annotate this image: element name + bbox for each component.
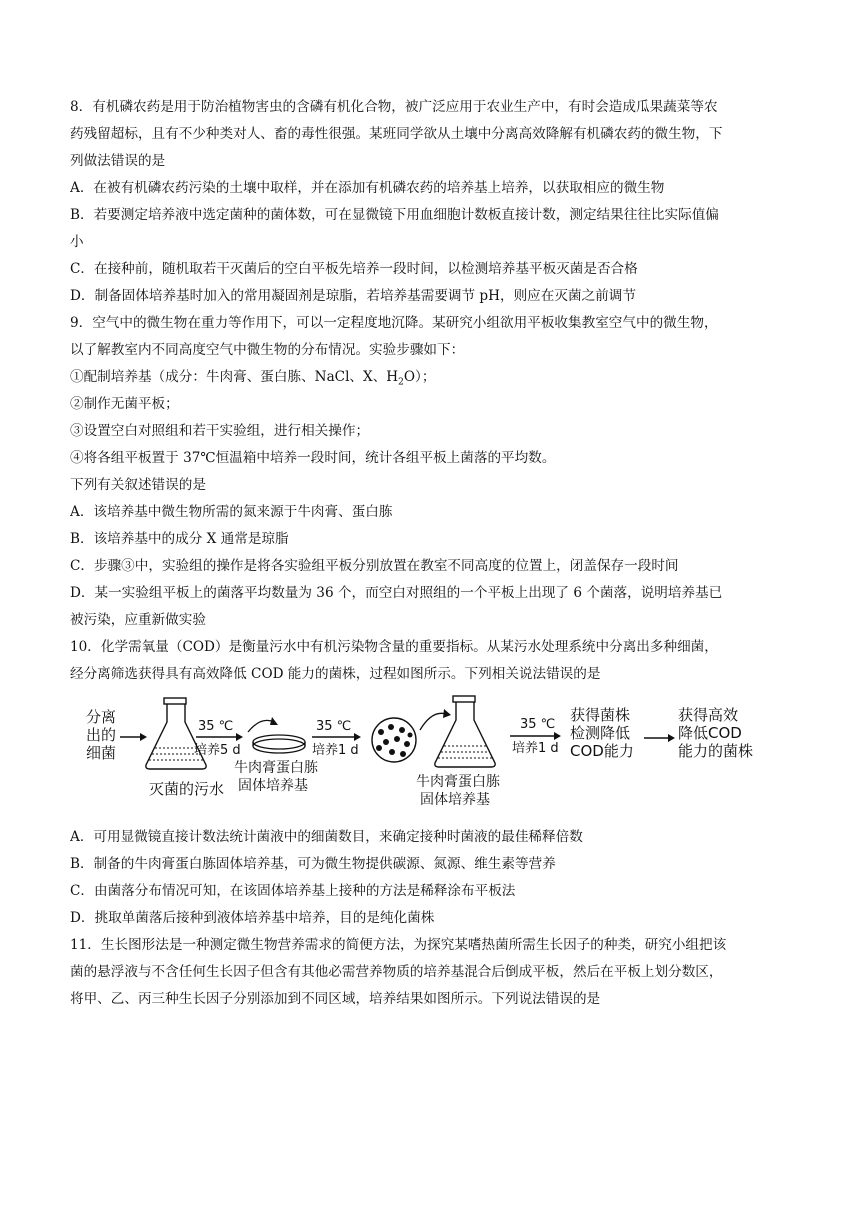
q8-stem-line-2: 药残留超标，且有不少种类对人、畜的毒性很强。某班同学欲从土壤中分离高效降解有机磷农药的微生物，下 bbox=[70, 126, 723, 142]
fig-flask-2-label-1: 牛肉膏蛋白胨 bbox=[416, 774, 500, 790]
q9-step-4: ④将各组平板置于 37℃恒温箱中培养一段时间，统计各组平板上菌落的平均数。 bbox=[70, 450, 556, 466]
q10-option-a: A．可用显微镜直接计数法统计菌液中的细菌数目，来确定接种时菌液的最佳稀释倍数 bbox=[70, 829, 583, 845]
fig-flask-2 bbox=[435, 696, 495, 767]
fig-petri-dish bbox=[253, 735, 305, 753]
q9-step-2: ②制作无菌平板； bbox=[70, 396, 179, 412]
q9-step-1 bbox=[70, 368, 790, 386]
fig-curved-arrow-2 bbox=[420, 709, 451, 730]
q9-stem-line-1: 9．空气中的微生物在重力等作用下，可以一定程度地沉降。某研究小组欲用平板收集教室空气中的微生物， bbox=[70, 315, 718, 331]
q8-option-c: C．在接种前，随机取若干灭菌后的空白平板先培养一段时间，以检测培养基平板灭菌是否合格 bbox=[70, 261, 638, 277]
q9-option-a: A．该培养基中微生物所需的氮来源于牛肉膏、蛋白胨 bbox=[70, 504, 393, 520]
fig-arrow-2 bbox=[196, 733, 243, 741]
fig-curved-arrow bbox=[248, 717, 278, 732]
fig-source-line-3: 细菌 bbox=[86, 744, 117, 762]
q9-option-d-line-2: 被污染，应重新做实验 bbox=[70, 612, 206, 628]
fig-result-line-1: 获得菌株 bbox=[570, 706, 631, 724]
fig-step-3-temp: 35 ℃ bbox=[520, 717, 556, 732]
fig-step-1-time: 培养5 d bbox=[194, 743, 241, 758]
q11-stem-line-2: 菌的悬浮液与不含任何生长因子但含有其他必需营养物质的培养基混合后倒成平板，然后在平板上划分数区， bbox=[70, 964, 723, 980]
fig-plate-label-1: 牛肉膏蛋白胨 bbox=[234, 760, 318, 776]
q9-step-3: ③设置空白对照组和若干实验组，进行相关操作； bbox=[70, 423, 370, 439]
q10-stem-line-2: 经分离筛选获得具有高效降低 COD 能力的菌株，过程如图所示。下列相关说法错误的是 bbox=[70, 666, 601, 682]
fig-result-line-3: COD能力 bbox=[570, 742, 634, 760]
fig-arrow-4 bbox=[510, 732, 561, 740]
fig-arrow-3 bbox=[312, 733, 361, 741]
fig-result-line-2: 检测降低 bbox=[570, 724, 631, 742]
q9-option-c: C．步骤③中，实验组的操作是将各实验组平板分别放置在教室不同高度的位置上，闭盖保存一段时间 bbox=[70, 558, 679, 574]
q9-step-1-tail: O）； bbox=[403, 369, 436, 385]
q8-option-b-line-1: B．若要测定培养液中选定菌种的菌体数，可在显微镜下用血细胞计数板直接计数，测定结果往往比实际值偏 bbox=[70, 207, 719, 223]
q8-option-a: A．在被有机磷农药污染的土壤中取样，并在添加有机磷农药的培养基上培养，以获取相应的微生物 bbox=[70, 180, 665, 196]
q8-stem-line-1: 8．有机磷农药是用于防治植物害虫的含磷有机化合物，被广泛应用于农业生产中，有时会造成瓜果蔬菜等农 bbox=[70, 99, 718, 115]
fig-step-3-time: 培养1 d bbox=[512, 741, 559, 756]
q9-option-b: B．该培养基中的成分 X 通常是琼脂 bbox=[70, 531, 289, 547]
fig-arrow-5 bbox=[644, 734, 675, 742]
fig-source-line-2: 出的 bbox=[86, 726, 117, 744]
fig-step-1-temp: 35 ℃ bbox=[198, 719, 234, 734]
q9-lead: 下列有关叙述错误的是 bbox=[70, 477, 206, 493]
fig-flask-2-label-2: 固体培养基 bbox=[420, 792, 490, 808]
q10-option-b: B．制备的牛肉膏蛋白胨固体培养基，可为微生物提供碳源、氮源、维生素等营养 bbox=[70, 856, 556, 872]
fig-step-2-temp: 35 ℃ bbox=[316, 719, 352, 734]
q9-option-d-line-1: D．某一实验组平板上的菌落平均数量为 36 个，而空白对照组的一个平板上出现了 6 个菌落，说明培养基已 bbox=[70, 585, 723, 601]
fig-plate-label-2: 固体培养基 bbox=[238, 778, 308, 794]
q9-stem-line-2: 以了解教室内不同高度空气中微生物的分布情况。实验步骤如下： bbox=[70, 342, 465, 358]
q11-stem-line-3: 将甲、乙、丙三种生长因子分别添加到不同区域，培养结果如图所示。下列说法错误的是 bbox=[70, 991, 601, 1007]
q10-process-figure bbox=[76, 692, 796, 810]
fig-step-2-time: 培养1 d bbox=[312, 743, 359, 758]
q11-stem-line-1: 11．生长图形法是一种测定微生物营养需求的简便方法，为探究某嗜热菌所需生长因子的种类，研究小组把该 bbox=[70, 937, 727, 953]
fig-arrow-1 bbox=[120, 733, 147, 741]
fig-flask-1-label: 灭菌的污水 bbox=[149, 780, 225, 798]
fig-source-line-1: 分离 bbox=[86, 708, 117, 726]
fig-final-line-1: 获得高效 bbox=[678, 706, 739, 724]
q9-step-1-text: ①配制培养基（成分：牛肉膏、蛋白胨、NaCl、X、H bbox=[70, 369, 399, 385]
fig-final-line-3: 能力的菌株 bbox=[678, 742, 754, 760]
q10-option-c: C．由菌落分布情况可知，在该固体培养基上接种的方法是稀释涂布平板法 bbox=[70, 883, 516, 899]
fig-colony-plate bbox=[372, 718, 416, 762]
q10-stem-line-1: 10．化学需氧量（COD）是衡量污水中有机污染物含量的重要指标。从某污水处理系统中分离出多种细菌， bbox=[70, 639, 718, 655]
q8-option-b-line-2: 小 bbox=[70, 234, 84, 250]
fig-final-line-2: 降低COD bbox=[678, 724, 742, 742]
q8-stem-line-3: 列做法错误的是 bbox=[70, 153, 166, 169]
q9-step-1-subscript: 2 bbox=[398, 377, 404, 386]
q8-option-d: D．制备固体培养基时加入的常用凝固剂是琼脂，若培养基需要调节 pH，则应在灭菌之前调节 bbox=[70, 288, 636, 304]
q10-option-d: D．挑取单菌落后接种到液体培养基中培养，目的是纯化菌株 bbox=[70, 910, 435, 926]
